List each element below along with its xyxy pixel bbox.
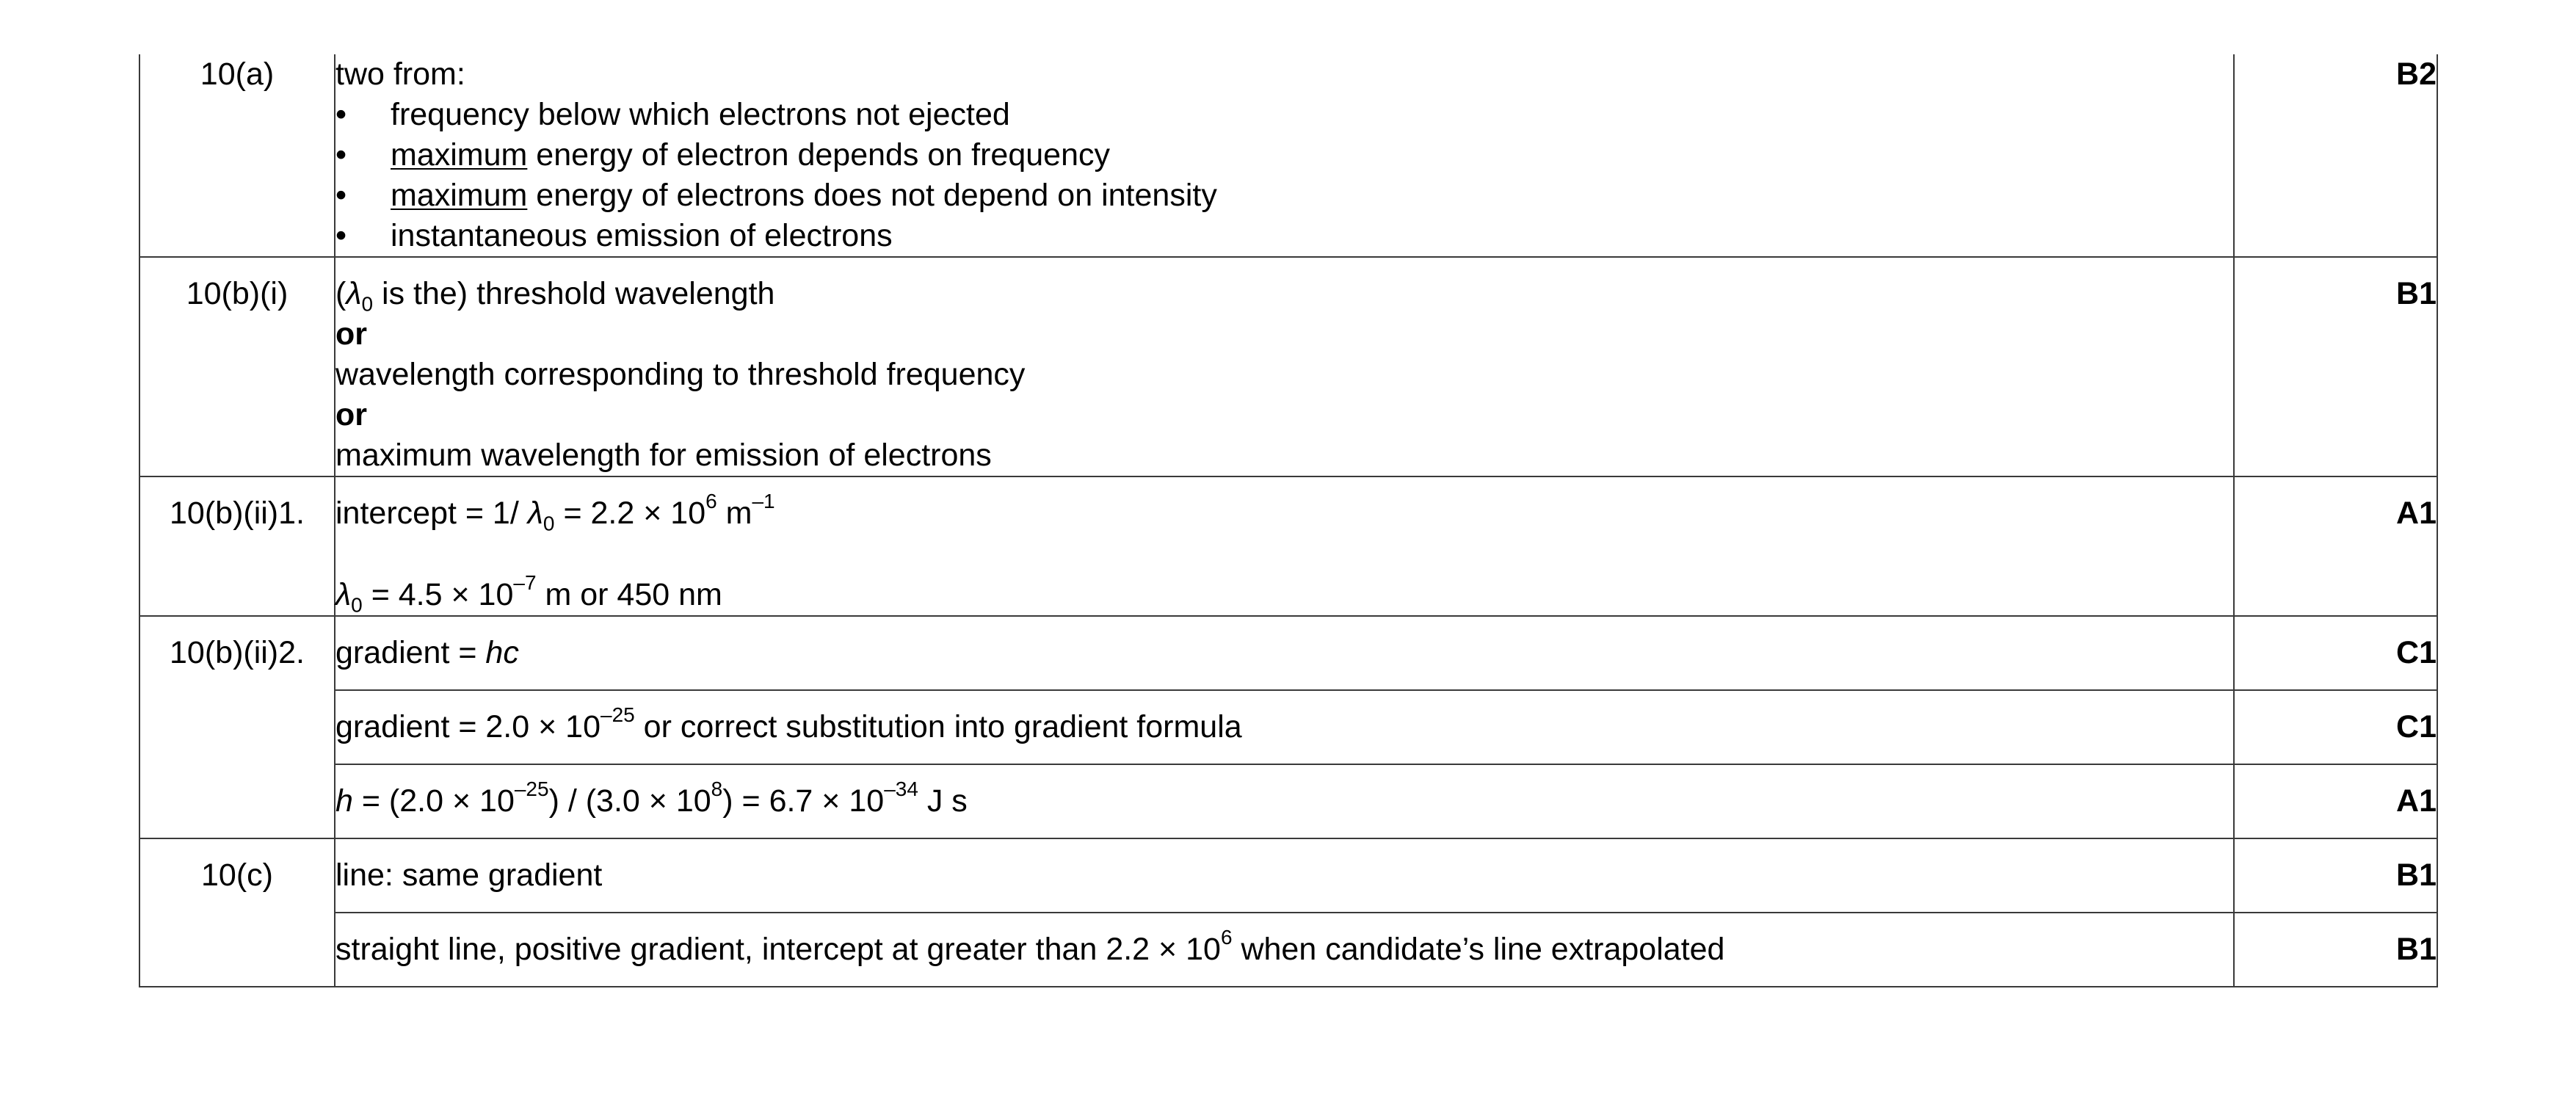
text: straight line, positive gradient, intercept at greater than 2.2 × 10: [335, 932, 1221, 967]
text: is the) threshold wavelength: [373, 276, 775, 311]
row-10bii2-a: [139, 616, 2437, 690]
bullet-text: energy of electron depends on frequency: [527, 137, 1110, 173]
row-10bii2-b: [139, 690, 2437, 764]
text: intercept = 1/: [335, 496, 528, 531]
or-label: or: [335, 397, 367, 432]
superscript: 8: [711, 777, 723, 800]
text: = 2.2 × 10: [554, 496, 706, 531]
question-number: 10(b)(i): [139, 257, 335, 476]
bullet-item: [335, 216, 2233, 256]
text: gradient = 2.0 × 10: [335, 709, 601, 744]
italic-term: h: [335, 783, 353, 819]
superscript: –34: [884, 777, 918, 800]
superscript: 6: [1220, 925, 1233, 949]
mark-scheme-table: [139, 54, 2438, 987]
mark-cell: B1: [2234, 913, 2437, 987]
bullet-text: instantaneous emission of electrons: [391, 218, 893, 253]
answer-cell: [335, 476, 2234, 616]
row-10c-b: [139, 913, 2437, 987]
text: = 4.5 × 10: [362, 577, 514, 612]
text: m: [716, 496, 752, 531]
bullet-item: [335, 95, 2233, 135]
italic-term: hc: [485, 635, 519, 670]
superscript: –25: [514, 777, 549, 800]
answer-cell: line: same gradient: [335, 838, 2234, 913]
answer-cell: [335, 616, 2234, 690]
bullet-text: frequency below which electrons not ejected: [391, 97, 1010, 132]
question-number: 10(a): [139, 54, 335, 257]
answer-cell: [335, 257, 2234, 476]
question-number: 10(c): [139, 838, 335, 987]
mark-cell: A1: [2234, 764, 2437, 838]
row-10c-a: [139, 838, 2437, 913]
question-number: 10(b)(ii)1.: [139, 476, 335, 616]
text: (: [335, 276, 347, 311]
mark-cell: B2: [2234, 54, 2437, 257]
answer-line: wavelength corresponding to threshold frequency: [335, 357, 1026, 392]
text: ) / (3.0 × 10: [548, 783, 711, 819]
lambda-symbol: λ: [335, 577, 352, 612]
row-10a: [139, 54, 2437, 257]
text: J s: [918, 783, 968, 819]
subscript: 0: [361, 292, 374, 316]
mark-cell: B1: [2234, 838, 2437, 913]
answer-intro: two from:: [335, 57, 465, 92]
row-10bi: [139, 257, 2437, 476]
row-10bii2-c: [139, 764, 2437, 838]
mark-cell: C1: [2234, 690, 2437, 764]
text: gradient =: [335, 635, 486, 670]
superscript: –1: [752, 489, 775, 512]
answer-line: [335, 274, 2233, 314]
subscript: 0: [543, 512, 555, 535]
text: ) = 6.7 × 10: [722, 783, 885, 819]
text: = (2.0 × 10: [352, 783, 515, 819]
answer-cell: [335, 690, 2234, 764]
lambda-symbol: λ: [527, 496, 543, 531]
bullet-text: energy of electrons does not depend on intensity: [527, 178, 1217, 213]
underlined-word: maximum: [391, 178, 528, 213]
superscript: 6: [705, 489, 717, 512]
lambda-symbol: λ: [346, 276, 362, 311]
mark-cell: B1: [2234, 257, 2437, 476]
bullet-list: [335, 95, 2233, 256]
answer-cell: [335, 764, 2234, 838]
bullet-item: [335, 175, 2233, 216]
answer-cell: [335, 913, 2234, 987]
answer-cell: [335, 54, 2234, 257]
bullet-item: [335, 135, 2233, 175]
superscript: –7: [513, 570, 537, 594]
row-10bii1: [139, 476, 2437, 616]
subscript: 0: [351, 593, 363, 617]
underlined-word: maximum: [391, 137, 528, 173]
question-number: 10(b)(ii)2.: [139, 616, 335, 838]
mark-cell: A1: [2234, 476, 2437, 616]
answer-line: [335, 570, 2233, 617]
text: when candidate’s line extrapolated: [1232, 932, 1725, 967]
or-label: or: [335, 316, 367, 352]
spacer: [335, 534, 2233, 575]
answer-line: maximum wavelength for emission of electrons: [335, 438, 992, 473]
superscript: –25: [601, 703, 635, 726]
mark-cell: C1: [2234, 616, 2437, 690]
text: m or 450 nm: [536, 577, 722, 612]
text: or correct substitution into gradient formula: [634, 709, 1242, 744]
answer-line: [335, 489, 2233, 535]
